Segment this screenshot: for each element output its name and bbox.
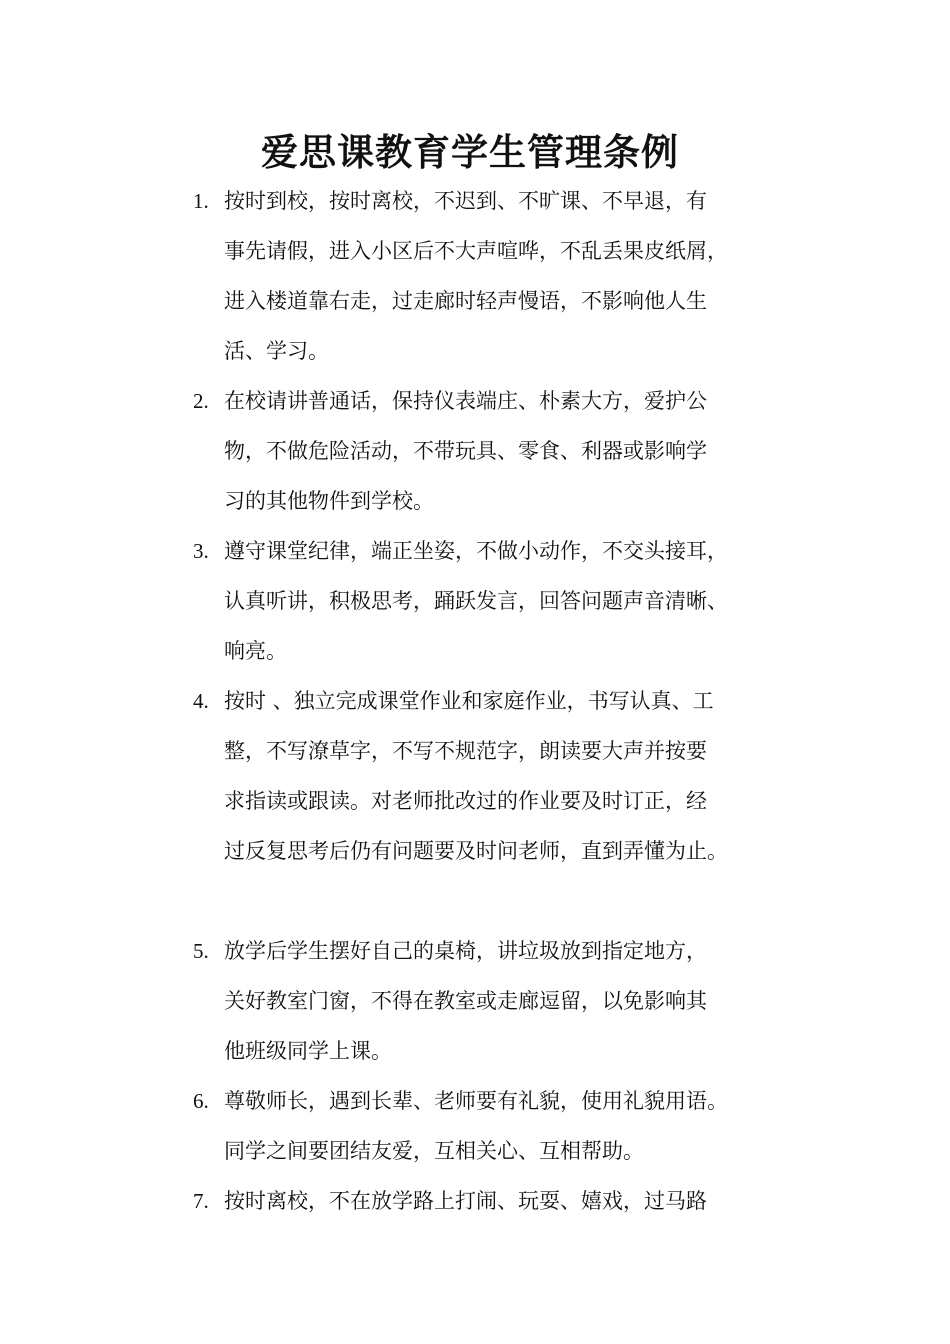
rule-item-6 <box>193 1076 793 1176</box>
rule-number: 7. <box>193 1189 209 1213</box>
rule-text: 按时离校，不在放学路上打闹、玩耍、嬉戏，过马路 <box>224 1189 707 1213</box>
rule-item-1 <box>193 176 793 376</box>
rule-number: 2. <box>193 389 209 413</box>
rule-number: 4. <box>193 689 209 713</box>
rule-text: 尊敬师长，遇到长辈、老师要有礼貌，使用礼貌用语。 同学之间要团结友爱，互相关心、互相帮助。 <box>224 1089 728 1163</box>
page-title: 爱思课教育学生管理条例 <box>261 130 679 174</box>
rule-text: 按时到校，按时离校，不迟到、不旷课、不早退，有 事先请假，进入小区后不大声喧哗，不乱丢果皮纸屑， 进入楼道靠右走，过走廊时轻声慢语，不影响他人生 活、学习。 <box>224 189 728 363</box>
rule-number: 1. <box>193 189 209 213</box>
rule-item-3 <box>193 526 793 676</box>
rule-text: 按时 、独立完成课堂作业和家庭作业，书写认真、工 整，不写潦草字，不写不规范字，朗读要大声并按要 求指读或跟读。对老师批改过的作业要及时订正，经 过反复思考后仍有问题要及时问老师，直到弄懂为止。 <box>224 689 728 863</box>
rule-text: 放学后学生摆好自己的桌椅，讲垃圾放到指定地方， 关好教室门窗，不得在教室或走廊逗留，以免影响其 他班级同学上课。 <box>224 939 707 1063</box>
rule-number: 3. <box>193 539 209 563</box>
rule-number: 6. <box>193 1089 209 1113</box>
rule-item-2 <box>193 376 793 526</box>
rule-item-4 <box>193 676 793 876</box>
rule-item-5 <box>193 926 793 1076</box>
rule-text: 遵守课堂纪律，端正坐姿，不做小动作，不交头接耳， 认真听讲，积极思考，踊跃发言，回答问题声音清晰、 响亮。 <box>224 539 728 663</box>
rule-item-7 <box>193 1176 793 1226</box>
rule-number: 5. <box>193 939 209 963</box>
rules-list <box>193 176 793 1226</box>
rule-text: 在校请讲普通话，保持仪表端庄、朴素大方，爱护公 物，不做危险活动，不带玩具、零食、利器或影响学 习的其他物件到学校。 <box>224 389 707 513</box>
